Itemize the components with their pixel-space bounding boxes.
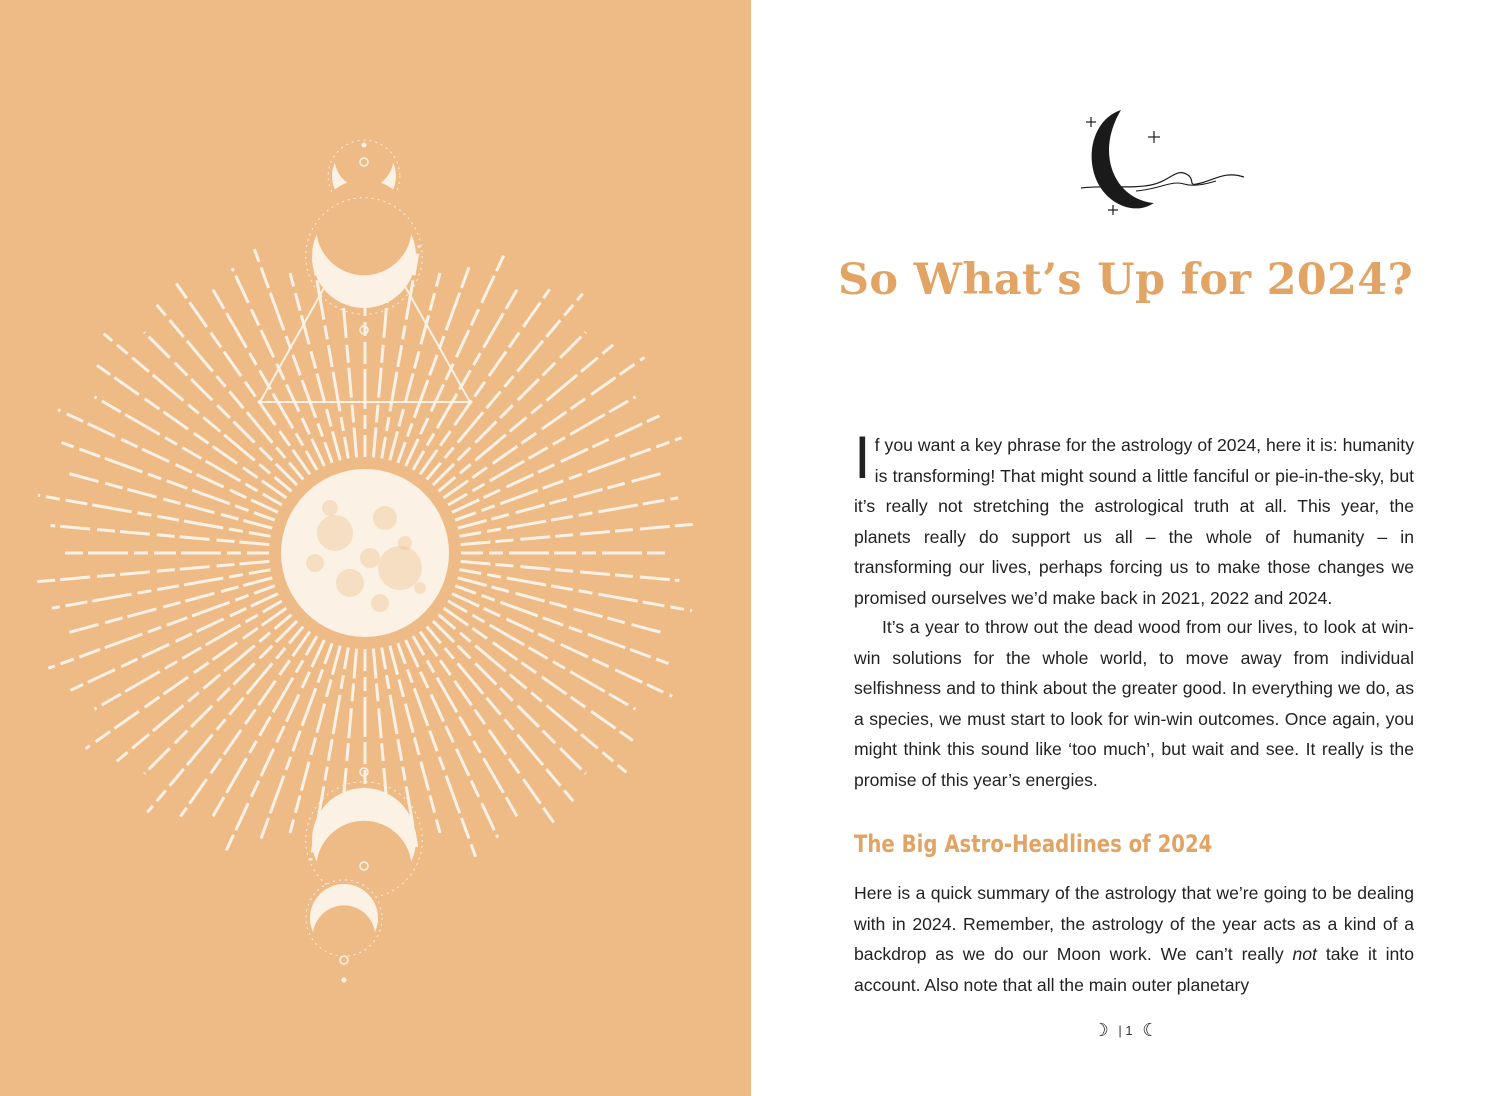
intro-paragraph bbox=[854, 424, 1414, 614]
chapter-title: So What’s Up for 2024? bbox=[838, 255, 1413, 305]
drop-cap: I bbox=[854, 424, 871, 491]
page-number: 1 bbox=[1125, 1023, 1133, 1038]
waxing-moon-icon: ☾ bbox=[1142, 1020, 1159, 1040]
summary-emphasis: not bbox=[1292, 944, 1317, 965]
summary-paragraph bbox=[854, 878, 1414, 1000]
summary-text-end: take it into account. Also note that all the main outer planetary bbox=[854, 944, 1414, 995]
page-footer bbox=[751, 1020, 1500, 1041]
section-heading: The Big Astro-Headlines of 2024 bbox=[854, 830, 1213, 858]
folio-separator: | bbox=[1118, 1023, 1122, 1038]
text-page bbox=[751, 0, 1500, 1096]
crescent-moon-icon bbox=[1076, 105, 1246, 220]
waning-moon-icon: ☽ bbox=[1092, 1020, 1109, 1040]
intro-text: f you want a key phrase for the astrology of 2024, here it is: humanity is transforming! That might sound a little fanciful or pie-in-the-sky, but it’s really not stretching the astrological truth at all. This year, the planets really do support us all – the whole of humanity – in transforming our lives, perhaps forcing us to make those changes we promised ourselves we’d make back in 2021, 2022 and 2024. bbox=[854, 435, 1414, 608]
body-paragraph: It’s a year to throw out the dead wood from our lives, to look at win-win solutions for the whole world, to move away from individual selfishness and to think about the greater good. In everything we do, as a species, we must start to look for win-win outcomes. Once again, you might think this sound like ‘too much’, but wait and see. It really is the promise of this year’s energies. bbox=[854, 617, 1414, 790]
summary-text-start: Here is a quick summary of the astrology that we’re going to be dealing with in 2024. Remember, the astrology of the year acts as a kind of a backdrop as we do our Moon work. We can’t really bbox=[854, 883, 1414, 965]
crescent-top-2 bbox=[306, 180, 422, 315]
